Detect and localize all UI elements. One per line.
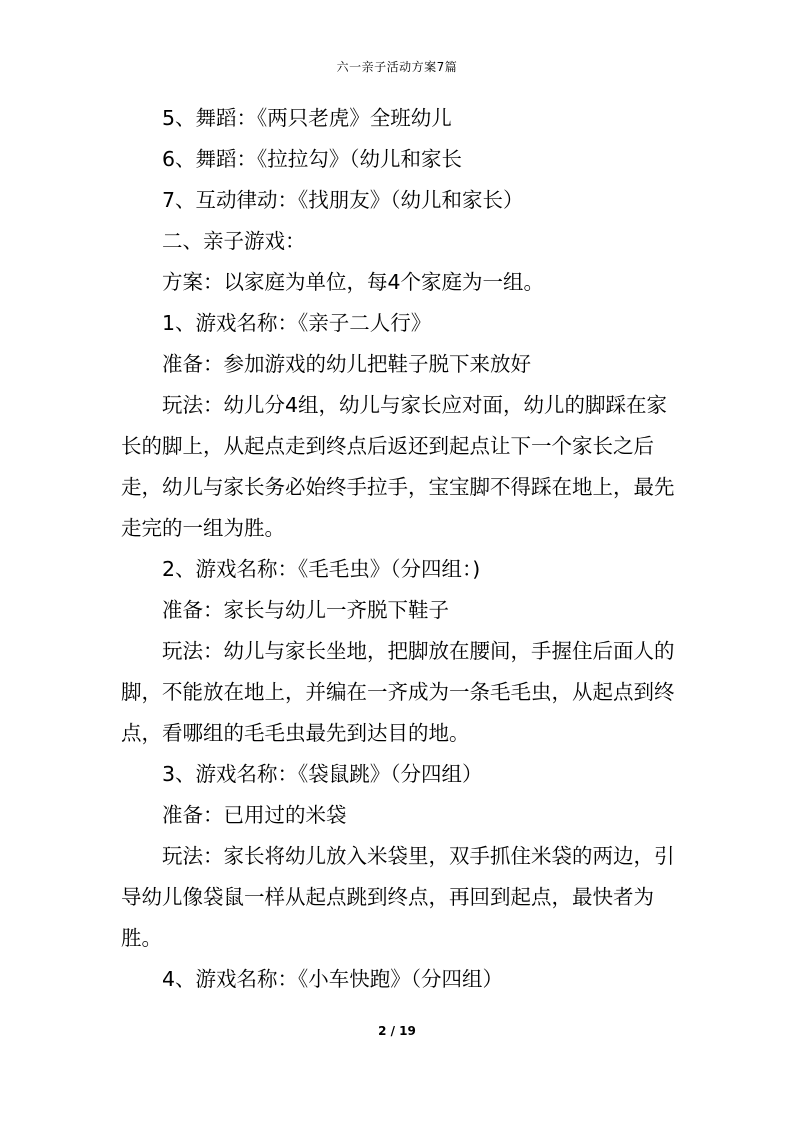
- paragraph-dance-two-tigers: 5、舞蹈：《两只老虎》全班幼儿: [162, 106, 452, 130]
- game-3-preparation: 准备：已用过的米袋: [162, 803, 347, 827]
- game-1-rules: 玩法：幼儿分4组，幼儿与家长应对面，幼儿的脚踩在家长的脚上，从起点走到终点后返还到起点让下一个家长之后走，幼儿与家长务必始终手拉手，宝宝脚不得踩在地上，最先走完的一组为胜。: [121, 393, 675, 540]
- page-number: 2 / 19: [378, 1024, 416, 1038]
- game-2-title: 2、游戏名称：《毛毛虫》（分四组：): [162, 557, 481, 581]
- section-heading-parent-child-games: 二、亲子游戏：: [162, 229, 306, 253]
- page-header-title: 六一亲子活动方案7篇: [336, 60, 458, 74]
- game-1-title: 1、游戏名称：《亲子二人行》: [162, 311, 432, 335]
- game-3-title: 3、游戏名称：《袋鼠跳》（分四组）: [162, 762, 483, 786]
- game-3-rules: 玩法：家长将幼儿放入米袋里，双手抓住米袋的两边，引导幼儿像袋鼠一样从起点跳到终点，再回到起点，最快者为胜。: [121, 844, 675, 950]
- paragraph-plan: 方案：以家庭为单位，每4个家庭为一组。: [162, 270, 545, 294]
- document-body: [121, 98, 681, 1000]
- paragraph-interactive-rhythm: 7、互动律动：《找朋友》（幼儿和家长）: [162, 188, 524, 212]
- game-2-rules: 玩法：幼儿与家长坐地，把脚放在腰间，手握住后面人的脚，不能放在地上，并编在一齐成为一条毛毛虫，从起点到终点，看哪组的毛毛虫最先到达目的地。: [121, 639, 675, 745]
- paragraph-dance-pinky-promise: 6、舞蹈：《拉拉勾》（幼儿和家长: [162, 147, 463, 171]
- game-1-preparation: 准备：参加游戏的幼儿把鞋子脱下来放好: [162, 352, 531, 376]
- game-2-preparation: 准备：家长与幼儿一齐脱下鞋子: [162, 598, 449, 622]
- game-4-title: 4、游戏名称：《小车快跑》（分四组）: [162, 967, 504, 991]
